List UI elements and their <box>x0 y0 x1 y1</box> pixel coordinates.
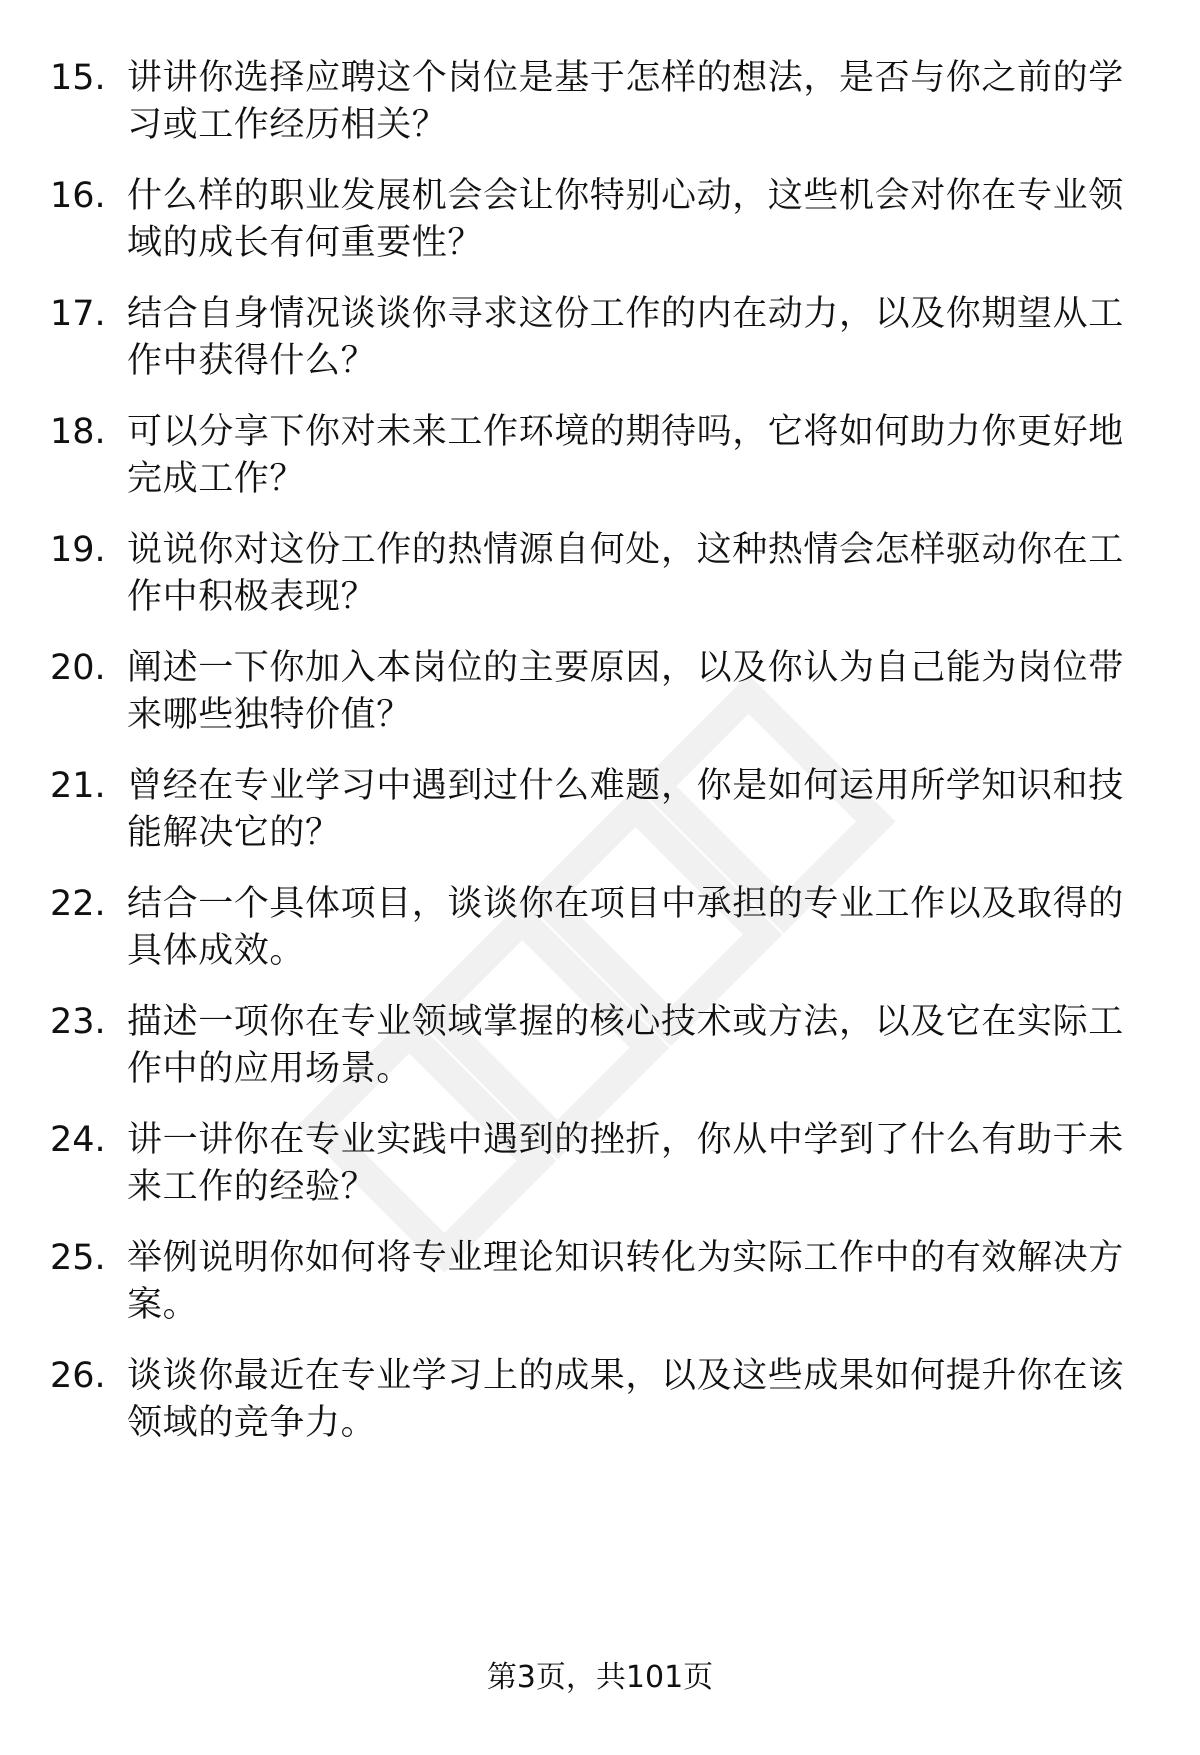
question-item <box>0 1117 1200 1237</box>
question-item <box>0 881 1200 1001</box>
question-number: 22. <box>50 884 106 924</box>
question-number: 21. <box>50 766 106 806</box>
question-item <box>0 1235 1200 1355</box>
question-number: 19. <box>50 530 106 570</box>
question-number: 16. <box>50 176 106 216</box>
question-item <box>0 1353 1200 1473</box>
question-number: 20. <box>50 648 106 688</box>
question-text: 讲一讲你在专业实践中遇到的挫折，你从中学到了什么有助于未来工作的经验？ <box>127 1120 1124 1207</box>
question-text: 讲讲你选择应聘这个岗位是基于怎样的想法，是否与你之前的学习或工作经历相关？ <box>127 58 1124 145</box>
question-text: 阐述一下你加入本岗位的主要原因，以及你认为自己能为岗位带来哪些独特价值？ <box>127 648 1124 735</box>
question-number: 15. <box>50 58 106 98</box>
question-item <box>0 55 1200 175</box>
question-item <box>0 409 1200 529</box>
question-text: 什么样的职业发展机会会让你特别心动，这些机会对你在专业领域的成长有何重要性？ <box>127 176 1124 263</box>
question-item <box>0 291 1200 411</box>
question-number: 25. <box>50 1238 106 1278</box>
question-text: 结合自身情况谈谈你寻求这份工作的内在动力，以及你期望从工作中获得什么？ <box>127 294 1124 381</box>
question-item <box>0 999 1200 1119</box>
question-item <box>0 527 1200 647</box>
page-footer <box>0 1658 1200 1698</box>
question-text: 说说你对这份工作的热情源自何处，这种热情会怎样驱动你在工作中积极表现？ <box>127 530 1124 617</box>
question-text: 谈谈你最近在专业学习上的成果，以及这些成果如何提升你在该领域的竞争力。 <box>127 1356 1124 1443</box>
question-text: 举例说明你如何将专业理论知识转化为实际工作中的有效解决方案。 <box>127 1238 1124 1325</box>
question-item <box>0 763 1200 883</box>
question-number: 17. <box>50 294 106 334</box>
page-number-label: 第3页，共101页 <box>486 1660 714 1695</box>
question-item <box>0 173 1200 293</box>
question-text: 曾经在专业学习中遇到过什么难题，你是如何运用所学知识和技能解决它的？ <box>127 766 1124 853</box>
question-text: 结合一个具体项目，谈谈你在项目中承担的专业工作以及取得的具体成效。 <box>127 884 1124 971</box>
question-number: 23. <box>50 1002 106 1042</box>
question-item <box>0 645 1200 765</box>
question-text: 描述一项你在专业领域掌握的核心技术或方法，以及它在实际工作中的应用场景。 <box>127 1002 1124 1089</box>
question-number: 18. <box>50 412 106 452</box>
question-number: 24. <box>50 1120 106 1160</box>
question-text: 可以分享下你对未来工作环境的期待吗，它将如何助力你更好地完成工作？ <box>127 412 1124 499</box>
question-number: 26. <box>50 1356 106 1396</box>
